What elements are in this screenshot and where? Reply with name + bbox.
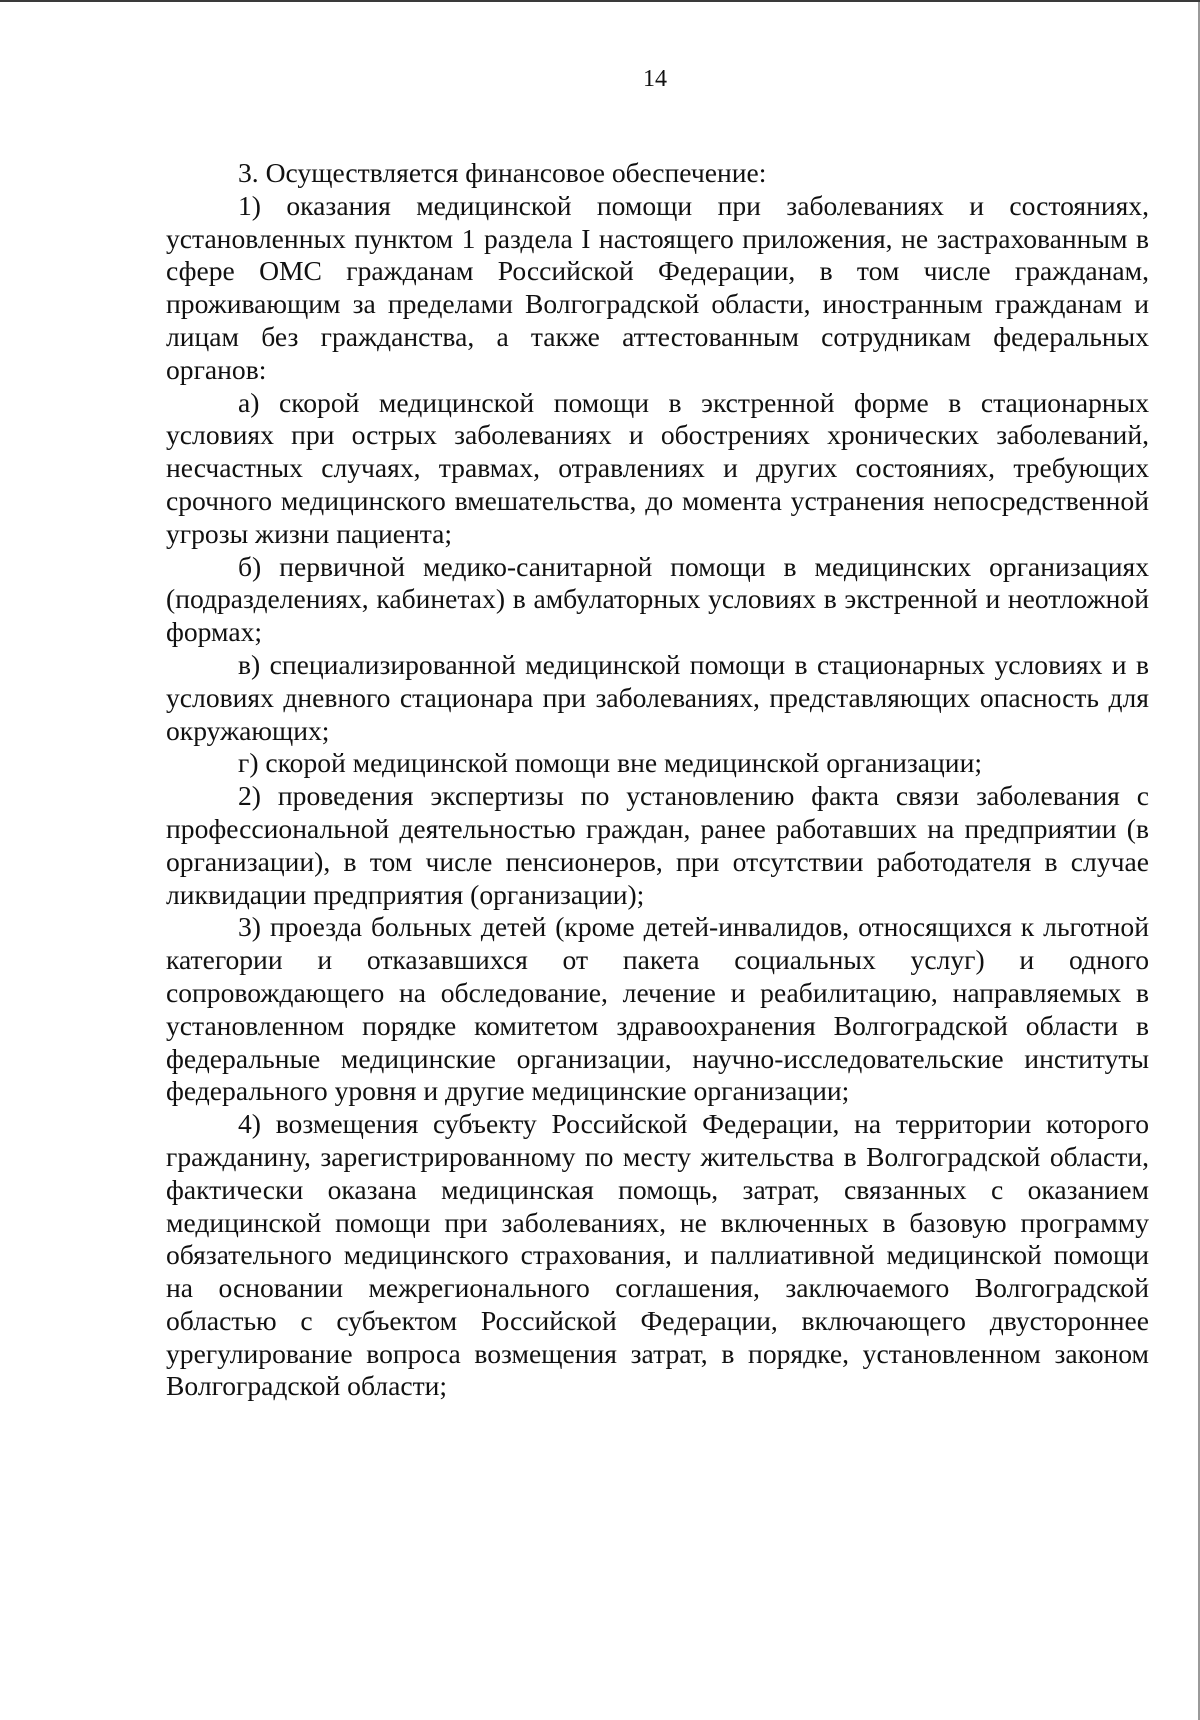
paragraph-item-1v: в) специализированной медицинской помощи в стационарных условиях и в условиях дневного стационара при заболеваниях, представляющих опасность для окружающих; (166, 648, 1149, 746)
paragraph-item-1: 1) оказания медицинской помощи при заболеваниях и состояниях, установленных пунктом 1 раздела I настоящего приложения, не застрахованным в сфере ОМС гражданам Российской Федерации, в том числе гражданам, проживающим за пределами Волгоградской области, иностранным гражданам и лицам без гражданства, а также аттестованным сотрудникам федеральных органов: (166, 189, 1149, 385)
paragraph-item-1a: а) скорой медицинской помощи в экстренной форме в стационарных условиях при острых заболеваниях и обострениях хронических заболеваний, несчастных случаях, травмах, отравлениях и других состояниях, требующих срочного медицинского вмешательства, до момента устранения непосредственной угрозы жизни пациента; (166, 386, 1149, 549)
page-top-edge (0, 0, 1200, 2)
paragraph-item-3: 3) проезда больных детей (кроме детей-инвалидов, относящихся к льготной категории и отказавшихся от пакета социальных услуг) и одного сопровождающего на обследование, лечение и реабилитацию, направляемых в установленном порядке комитетом здравоохранения Волгоградской области в федеральные медицинские организации, научно-исследовательские институты федерального уровня и другие медицинские организации; (166, 911, 1149, 1107)
page-number: 14 (643, 66, 667, 92)
paragraph-item-1b: б) первичной медико-санитарной помощи в медицинских организациях (подразделениях, кабинетах) в амбулаторных условиях в экстренной и неотложной формах; (166, 550, 1149, 648)
paragraph-item-2: 2) проведения экспертизы по установлению факта связи заболевания с профессиональной деятельностью граждан, ранее работавших на предприятии (в организации), в том числе пенсионеров, при отсутствии работодателя в случае ликвидации предприятия (организации); (166, 780, 1149, 910)
document-body (166, 157, 1149, 1403)
paragraph-item-1g: г) скорой медицинской помощи вне медицинской организации; (238, 747, 983, 779)
paragraph-section-3-heading: 3. Осуществляется финансовое обеспечение: (238, 157, 767, 188)
paragraph-item-4: 4) возмещения субъекту Российской Федерации, на территории которого гражданину, зарегистрированному по месту жительства в Волгоградской области, фактически оказана медицинская помощь, затрат, связанных с оказанием медицинской помощи при заболеваниях, не включенных в базовую программу обязательного медицинского страхования, и паллиативной медицинской помощи на основании межрегионального соглашения, заключаемого Волгоградской областью с субъектом Российской Федерации, включающего двустороннее урегулирование вопроса возмещения затрат, в порядке, установленном законом Волгоградской области; (166, 1108, 1149, 1402)
